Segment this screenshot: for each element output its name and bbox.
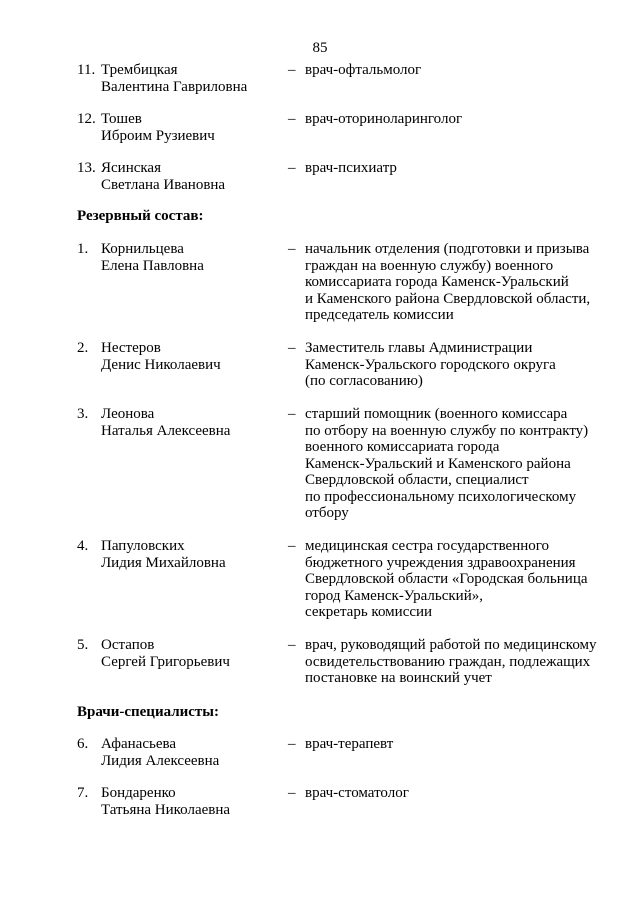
name-line: Нестеров	[101, 340, 161, 356]
name-line: Денис Николаевич	[101, 356, 221, 373]
entry-name	[101, 736, 291, 769]
heading-specialists: Врачи-специалисты:	[77, 704, 220, 720]
name-line: Трембицкая	[101, 62, 178, 78]
role-line: комиссариата города Каменск-Уральский	[305, 274, 569, 290]
role-line: Каменск-Уральского городского округа	[305, 356, 556, 373]
name-line: Наталья Алексеевна	[101, 422, 231, 439]
entry-dash: –	[288, 637, 296, 653]
entry-dash: –	[288, 736, 296, 752]
name-line: Иброим Рузиевич	[101, 127, 215, 144]
role-line: секретарь комиссии	[305, 604, 433, 620]
role-line: начальник отделения (подготовки и призыва	[305, 241, 590, 257]
name-line: Елена Павловна	[101, 257, 204, 274]
entry-dash: –	[288, 785, 296, 801]
role-line: председатель комиссии	[305, 307, 454, 323]
entry-number: 1.	[77, 241, 89, 257]
entry-role	[305, 340, 605, 390]
name-line: Сергей Григорьевич	[101, 653, 230, 670]
entry-number: 13.	[77, 160, 96, 176]
entry-role	[305, 785, 605, 802]
entry-number: 2.	[77, 340, 89, 356]
role-line: врач-офтальмолог	[305, 62, 422, 78]
entry-dash: –	[288, 340, 296, 356]
entry-role	[305, 736, 605, 753]
entry-dash: –	[288, 160, 296, 176]
role-line: (по согласованию)	[305, 373, 423, 389]
entry-number: 11.	[77, 62, 96, 78]
role-line: по профессиональному психологическому	[305, 488, 577, 505]
name-line: Папуловских	[101, 538, 185, 554]
entry-name	[101, 406, 291, 439]
entry-name	[101, 785, 291, 818]
name-line: Афанасьева	[101, 736, 177, 752]
name-line: Татьяна Николаевна	[101, 801, 231, 818]
role-line: врач-терапевт	[305, 736, 394, 752]
name-line: Тошев	[101, 111, 142, 127]
entry-dash: –	[288, 538, 296, 554]
entry-name	[101, 111, 291, 144]
role-line: Каменск-Уральский и Каменского района	[305, 455, 571, 472]
role-line: постановке на воинский учет	[305, 670, 492, 686]
entry-number: 4.	[77, 538, 89, 554]
entry-name	[101, 160, 291, 193]
role-line: медицинская сестра государственного	[305, 538, 550, 554]
entry-name	[101, 637, 291, 670]
entry-role	[305, 241, 605, 324]
role-line: врач, руководящий работой по медицинскому	[305, 637, 597, 653]
entry-number: 12.	[77, 111, 96, 127]
name-line: Леонова	[101, 406, 155, 422]
name-line: Светлана Ивановна	[101, 176, 226, 193]
role-line: граждан на военную службу) военного	[305, 257, 554, 274]
entry-number: 6.	[77, 736, 89, 752]
entry-role	[305, 111, 605, 128]
entry-role	[305, 406, 605, 522]
name-line: Корнильцева	[101, 241, 184, 257]
name-line: Лидия Алексеевна	[101, 752, 220, 769]
role-line: освидетельствованию граждан, подлежащих	[305, 653, 591, 670]
name-line: Ясинская	[101, 160, 161, 176]
role-line: врач-психиатр	[305, 160, 397, 176]
entry-name	[101, 340, 291, 373]
entry-dash: –	[288, 241, 296, 257]
entry-number: 5.	[77, 637, 89, 653]
role-line: врач-стоматолог	[305, 785, 409, 801]
entry-role	[305, 637, 605, 687]
entry-name	[101, 241, 291, 274]
name-line: Лидия Михайловна	[101, 554, 226, 571]
heading-reserve: Резервный состав:	[77, 208, 204, 224]
name-line: Валентина Гавриловна	[101, 78, 248, 95]
entry-role	[305, 538, 605, 621]
role-line: и Каменского района Свердловской области,	[305, 290, 591, 307]
name-line: Остапов	[101, 637, 155, 653]
role-line: старший помощник (военного комиссара	[305, 406, 568, 422]
page-number: 85	[312, 40, 328, 56]
role-line: Свердловской области «Городская больница	[305, 571, 588, 587]
role-line: город Каменск-Уральский»,	[305, 587, 483, 604]
entry-role	[305, 62, 605, 79]
entry-number: 3.	[77, 406, 89, 422]
role-line: Свердловской области, специалист	[305, 472, 529, 488]
role-line: военного комиссариата города	[305, 439, 500, 455]
role-line: бюджетного учреждения здравоохранения	[305, 554, 576, 571]
name-line: Бондаренко	[101, 785, 176, 801]
entry-dash: –	[288, 62, 296, 78]
entry-role	[305, 160, 605, 177]
entry-name	[101, 538, 291, 571]
entry-dash: –	[288, 111, 296, 127]
role-line: по отбору на военную службу по контракту)	[305, 422, 589, 439]
entry-number: 7.	[77, 785, 89, 801]
role-line: отбору	[305, 505, 349, 521]
entry-dash: –	[288, 406, 296, 422]
role-line: Заместитель главы Администрации	[305, 340, 533, 356]
role-line: врач-оториноларинголог	[305, 111, 463, 127]
entry-name	[101, 62, 291, 95]
